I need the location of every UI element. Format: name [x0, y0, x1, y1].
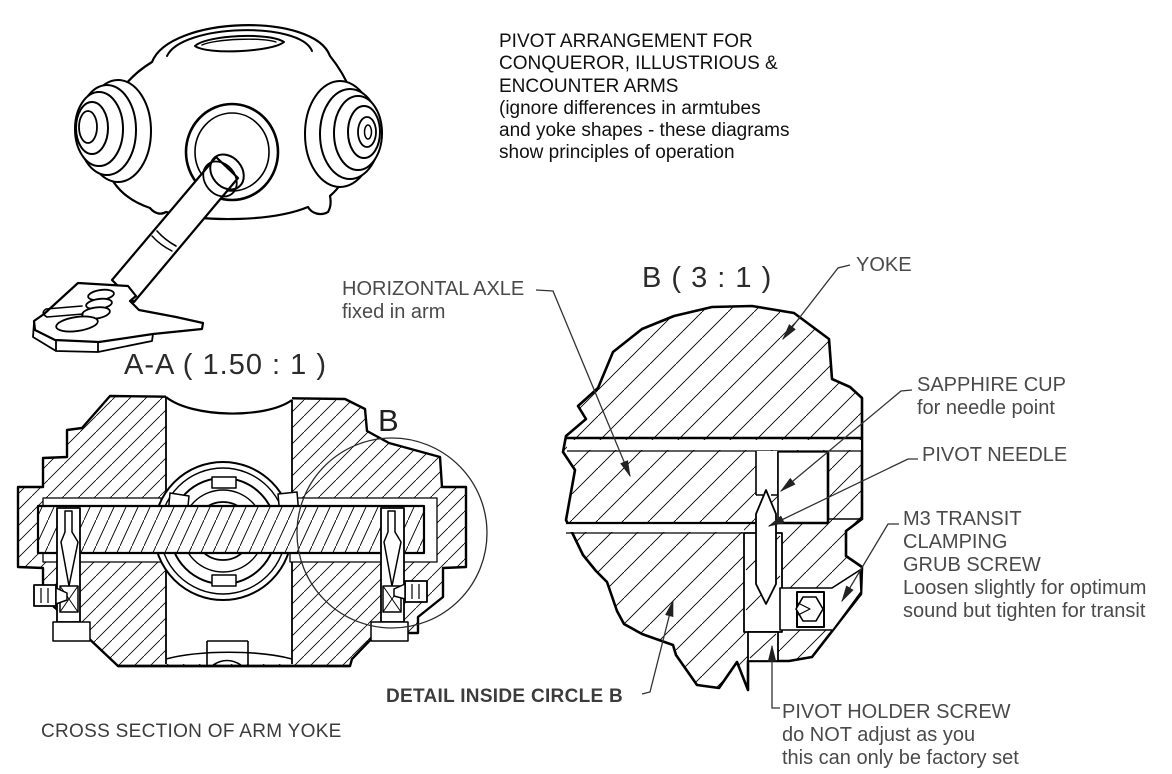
label-line: fixed in arm	[342, 301, 446, 323]
label-line: sound but tighten for transit	[903, 600, 1146, 622]
pivot-holder-screw-label	[782, 701, 1019, 770]
label-line: SAPPHIRE CUP	[917, 374, 1066, 396]
label-line: HORIZONTAL AXLE	[342, 278, 525, 300]
section-aa-caption: CROSS SECTION OF ARM YOKE	[41, 721, 342, 742]
right-bearing-cap	[305, 81, 382, 187]
detail-b-label: B ( 3 : 1 )	[642, 262, 773, 294]
m3-grub-screw-label	[903, 508, 1146, 623]
label-line: GRUB SCREW	[903, 554, 1041, 576]
title-line: CONQUEROR, ILLUSTRIOUS &	[499, 53, 778, 75]
horizontal-axle-label	[342, 278, 524, 324]
yoke-label	[856, 254, 912, 277]
pivot-needle-label	[922, 444, 1067, 467]
label-line: CLAMPING	[903, 531, 1008, 553]
horizontal-axle-section	[38, 506, 424, 553]
section-aa-view	[18, 392, 487, 666]
title-line: and yoke shapes - these diagrams	[499, 120, 790, 142]
section-aa-label: A-A ( 1.50 : 1 )	[124, 349, 327, 381]
label-line: PIVOT HOLDER SCREW	[782, 701, 1011, 723]
label-line: YOKE	[856, 254, 912, 276]
detail-b-caption: DETAIL INSIDE CIRCLE B	[386, 686, 624, 707]
title-line: show principles of operation	[499, 142, 735, 164]
title-line: (ignore differences in armtubes	[499, 97, 761, 119]
label-line: this can only be factory set	[782, 747, 1019, 769]
detail-circle-b-letter: B	[378, 403, 399, 438]
label-line: M3 TRANSIT	[903, 508, 1022, 530]
title-line: ENCOUNTER ARMS	[499, 75, 679, 97]
title-block	[499, 31, 789, 165]
label-line: do NOT adjust as you	[782, 724, 976, 746]
sapphire-cup-label	[917, 374, 1066, 420]
m3-grub-screw-shape	[796, 592, 824, 627]
sapphire-cup-slot	[756, 451, 778, 495]
isometric-tonearm-view	[33, 25, 382, 352]
pivot-needle-shape	[756, 490, 776, 604]
label-line: PIVOT NEEDLE	[922, 444, 1068, 466]
headshell	[33, 283, 203, 352]
detail-b-view	[563, 306, 862, 690]
left-bearing-cap	[75, 80, 151, 182]
label-line: Loosen slightly for optimum	[903, 577, 1147, 599]
title-line: PIVOT ARRANGEMENT FOR	[499, 31, 753, 52]
label-line: for needle point	[917, 397, 1055, 419]
